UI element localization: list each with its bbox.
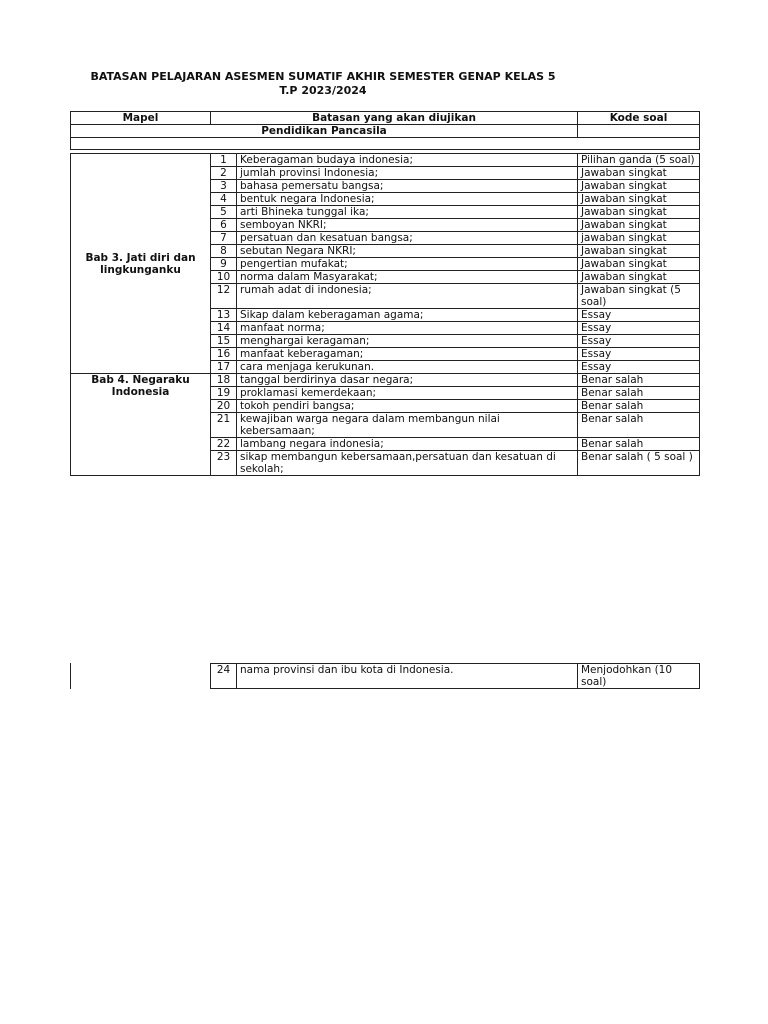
subject-row — [71, 125, 700, 138]
col-batasan: Batasan yang akan diujikan — [211, 112, 578, 125]
row-kode: Jawaban singkat — [578, 180, 700, 193]
document-year: T.P 2023/2024 — [279, 84, 367, 97]
row-topic: tokoh pendiri bangsa; — [237, 400, 578, 413]
row-kode: Jawaban singkat — [578, 219, 700, 232]
row-number: 6 — [211, 219, 237, 232]
col-kode: Kode soal — [578, 112, 700, 125]
row-number: 14 — [211, 322, 237, 335]
row-kode: Benar salah — [578, 413, 700, 438]
row-number: 4 — [211, 193, 237, 206]
row-number: 17 — [211, 361, 237, 374]
row-number: 10 — [211, 271, 237, 284]
table-row — [71, 374, 700, 387]
row-topic: lambang negara indonesia; — [237, 438, 578, 451]
row-kode: Benar salah — [578, 438, 700, 451]
topics-table-continued — [210, 663, 700, 689]
row-topic: bentuk negara Indonesia; — [237, 193, 578, 206]
row-kode: Benar salah — [578, 374, 700, 387]
topics-table — [70, 153, 700, 476]
row-number: 24 — [211, 664, 237, 689]
document-title: BATASAN PELAJARAN ASESMEN SUMATIF AKHIR SEMESTER GENAP KELAS 5 — [90, 70, 556, 83]
row-topic: cara menjaga kerukunan. — [237, 361, 578, 374]
row-kode: Jawaban singkat — [578, 206, 700, 219]
bab-4-label: Bab 4. Negaraku Indonesia — [71, 374, 211, 476]
row-number: 7 — [211, 232, 237, 245]
row-number: 21 — [211, 413, 237, 438]
subject-name: Pendidikan Pancasila — [71, 125, 578, 138]
row-topic: jumlah provinsi Indonesia; — [237, 167, 578, 180]
row-topic: menghargai keragaman; — [237, 335, 578, 348]
table-row — [71, 154, 700, 167]
row-number: 16 — [211, 348, 237, 361]
row-topic: kewajiban warga negara dalam membangun nilai kebersamaan; — [237, 413, 578, 438]
row-number: 13 — [211, 309, 237, 322]
row-kode: Jawaban singkat (5 soal) — [578, 284, 700, 309]
row-number: 8 — [211, 245, 237, 258]
row-kode: Benar salah ( 5 soal ) — [578, 451, 700, 476]
row-kode: Benar salah — [578, 387, 700, 400]
row-topic: sebutan Negara NKRI; — [237, 245, 578, 258]
header-table — [70, 111, 700, 150]
row-topic: persatuan dan kesatuan bangsa; — [237, 232, 578, 245]
table-border-fragment — [70, 663, 71, 689]
header-row — [71, 112, 700, 125]
row-topic: manfaat norma; — [237, 322, 578, 335]
row-number: 5 — [211, 206, 237, 219]
row-topic: proklamasi kemerdekaan; — [237, 387, 578, 400]
row-kode: Essay — [578, 361, 700, 374]
row-number: 3 — [211, 180, 237, 193]
row-topic: semboyan NKRI; — [237, 219, 578, 232]
row-topic: sikap membangun kebersamaan,persatuan dan kesatuan di sekolah; — [237, 451, 578, 476]
spacer-row — [71, 138, 700, 150]
row-kode: Jawaban singkat — [578, 258, 700, 271]
row-number: 18 — [211, 374, 237, 387]
row-kode: Menjodohkan (10 soal) — [578, 664, 700, 689]
row-number: 19 — [211, 387, 237, 400]
row-kode: Essay — [578, 322, 700, 335]
row-topic: tanggal berdirinya dasar negara; — [237, 374, 578, 387]
row-topic: manfaat keberagaman; — [237, 348, 578, 361]
row-kode: Jawaban singkat — [578, 167, 700, 180]
spacer-cell — [71, 138, 700, 150]
table-row — [211, 664, 700, 689]
row-kode: jawaban singkat — [578, 232, 700, 245]
row-number: 22 — [211, 438, 237, 451]
row-topic: arti Bhineka tunggal ika; — [237, 206, 578, 219]
row-number: 2 — [211, 167, 237, 180]
row-number: 23 — [211, 451, 237, 476]
row-topic: rumah adat di indonesia; — [237, 284, 578, 309]
row-kode: Essay — [578, 348, 700, 361]
subject-kode-empty — [578, 125, 700, 138]
row-topic: norma dalam Masyarakat; — [237, 271, 578, 284]
row-number: 9 — [211, 258, 237, 271]
row-kode: Pilihan ganda (5 soal) — [578, 154, 700, 167]
bab-3-label: Bab 3. Jati diri dan lingkunganku — [71, 154, 211, 374]
col-mapel: Mapel — [71, 112, 211, 125]
row-topic: pengertian mufakat; — [237, 258, 578, 271]
row-number: 12 — [211, 284, 237, 309]
row-number: 20 — [211, 400, 237, 413]
row-kode: Benar salah — [578, 400, 700, 413]
row-topic: Sikap dalam keberagaman agama; — [237, 309, 578, 322]
row-topic: bahasa pemersatu bangsa; — [237, 180, 578, 193]
row-kode: Essay — [578, 309, 700, 322]
row-topic: Keberagaman budaya indonesia; — [237, 154, 578, 167]
row-kode: Essay — [578, 335, 700, 348]
row-kode: Jawaban singkat — [578, 245, 700, 258]
row-kode: Jawaban singkat — [578, 193, 700, 206]
row-topic: nama provinsi dan ibu kota di Indonesia. — [237, 664, 578, 689]
row-number: 15 — [211, 335, 237, 348]
row-kode: Jawaban singkat — [578, 271, 700, 284]
row-number: 1 — [211, 154, 237, 167]
